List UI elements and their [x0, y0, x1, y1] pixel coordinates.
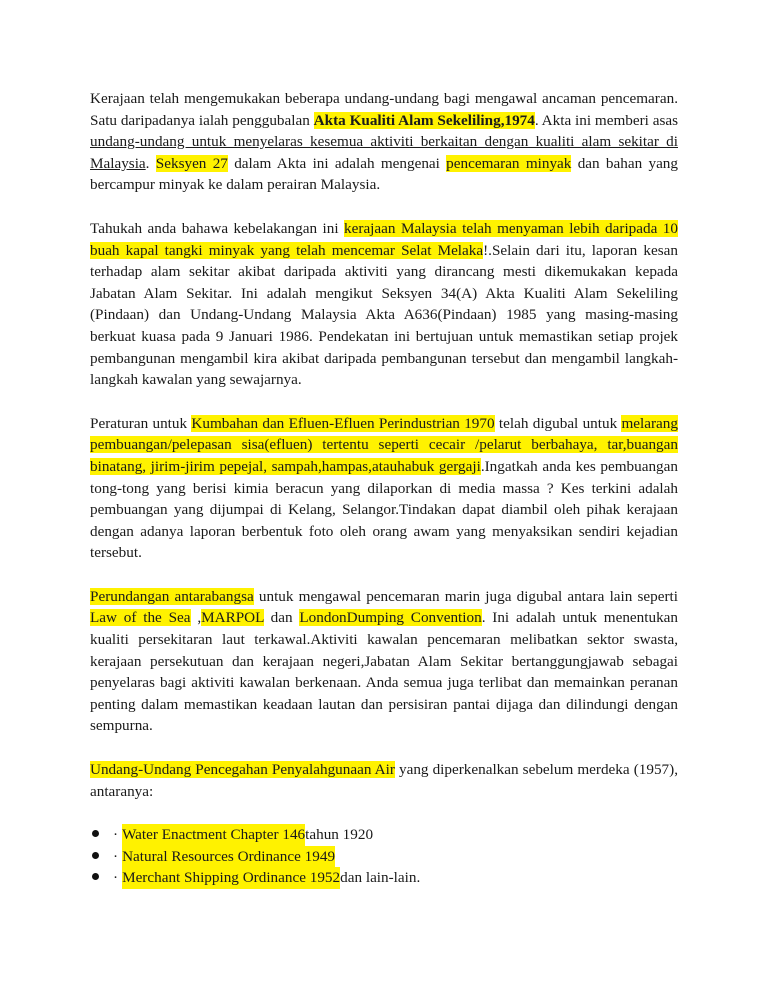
highlight-regulation: Kumbahan dan Efluen-Efluen Perindustrian 1970	[191, 414, 495, 432]
bullet-icon	[92, 852, 99, 859]
bullet-icon	[92, 830, 99, 837]
list-item: · Water Enactment Chapter 146 tahun 1920	[90, 824, 678, 846]
underlined-text: undang-undang untuk menyelaras kesemua aktiviti berkaitan dengan kualiti alam sekitar di Malaysia	[90, 133, 678, 172]
highlight-water-law: Undang-Undang Pencegahan Penyalahgunaan Air	[90, 761, 395, 779]
paragraph-2: Tahukah anda bahawa kebelakangan ini kerajaan Malaysia telah menyaman lebih daripada 10 buah kapal tangki minyak yang telah mencemar Selat Melaka!.Selain dari itu, laporan kesan terhadap alam sekitar akibat daripada aktiviti yang dirancang mesti dikemukakan kepada Jabatan Alam Sekitar. Ini adalah mengikut Seksyen 34(A) Akta Kualiti Alam Sekeliling (Pindaan) dan Undang-Undang Malaysia Akta A636(Pindaan) 1985 yang masing-masing berkuat kuasa pada 9 Januari 1986. Pendekatan ini bertujuan untuk memastikan setiap projek pembangunan mengambil kira akibat daripada pembangunan tersebut dan mengambil langkah-langkah kawalan yang sewajarnya.	[90, 219, 678, 389]
highlight-lawsuit: kerajaan Malaysia telah menyaman lebih daripada 10 buah kapal tangki minyak yang telah mencemar Selat Melaka	[90, 219, 678, 259]
bullet-icon	[92, 873, 99, 880]
paragraph-1: Kerajaan telah mengemukakan beberapa undang-undang bagi mengawal ancaman pencemaran. Satu daripadanya ialah penggubalan Akta Kualiti Alam Sekeliling,1974. Akta ini memberi asas undang-undang untuk menyelaras kesemua aktiviti berkaitan dengan kualiti alam sekitar di Malaysia. Seksyen 27 dalam Akta ini adalah mengenai pencemaran minyak dan bahan yang bercampur minyak ke dalam perairan Malaysia.	[90, 90, 679, 194]
highlight-prohibition: melarang pembuangan/pelepasan sisa(efluen) tertentu seperti cecair /pelarut berbahaya, tar,buangan binatang, jirim-jirim pepejal, sampah,hampas,atauhabuk gergaji	[90, 414, 678, 475]
highlight-oil: pencemaran minyak	[446, 154, 572, 172]
list-item: · Natural Resources Ordinance 1949	[90, 846, 678, 868]
law-list	[90, 824, 678, 889]
paragraph-5: Undang-Undang Pencegahan Penyalahgunaan Air yang diperkenalkan sebelum merdeka (1957), antaranya:	[90, 761, 678, 800]
paragraph-4: Perundangan antarabangsa untuk mengawal pencemaran marin juga digubal antara lain seperti Law of the Sea ,MARPOL dan LondonDumping Convention. Ini adalah untuk menentukan kualiti persekitaran laut terkawal.Aktiviti kawalan pencemaran melibatkan sektor swasta, kerajaan persekutuan dan kerajaan negeri,Jabatan Alam Sekitar bertanggungjawab sebagai penyelaras bagi aktiviti kawalan berkenaan. Anda semua juga terlibat dan memainkan peranan penting dalam memastikan keadaan lautan dan persisiran pantai dijaga dan dilindungi dengan sempurna.	[90, 587, 678, 735]
highlight-law-of-sea: Law of the Sea	[90, 609, 191, 627]
highlight-marpol: MARPOL	[201, 609, 264, 627]
highlight-london-dumping: LondonDumping Convention	[299, 609, 482, 627]
highlight-act-title: Akta Kualiti Alam Sekeliling,1974	[313, 111, 535, 129]
paragraph-3: Peraturan untuk Kumbahan dan Efluen-Efluen Perindustrian 1970 telah digubal untuk melarang pembuangan/pelepasan sisa(efluen) tertentu seperti cecair /pelarut berbahaya, tar,buangan binatang, jirim-jirim pepejal, sampah,hampas,atauhabuk gergaji.Ingatkah anda kes pembuangan tong-tong yang berisi kimia beracun yang dilaporkan di media massa ? Kes terkini adalah pembuangan yang dijumpai di Kelang, Selangor.Tindakan dapat diambil oleh pihak kerajaan dengan adanya laporan berbentuk foto oleh orang awam yang menyaksikan sendiri kejadian tersebut.	[90, 414, 678, 562]
highlight-section: Seksyen 27	[155, 154, 228, 172]
list-item: · Merchant Shipping Ordinance 1952 dan lain-lain.	[90, 867, 678, 889]
highlight-international: Perundangan antarabangsa	[90, 587, 254, 605]
